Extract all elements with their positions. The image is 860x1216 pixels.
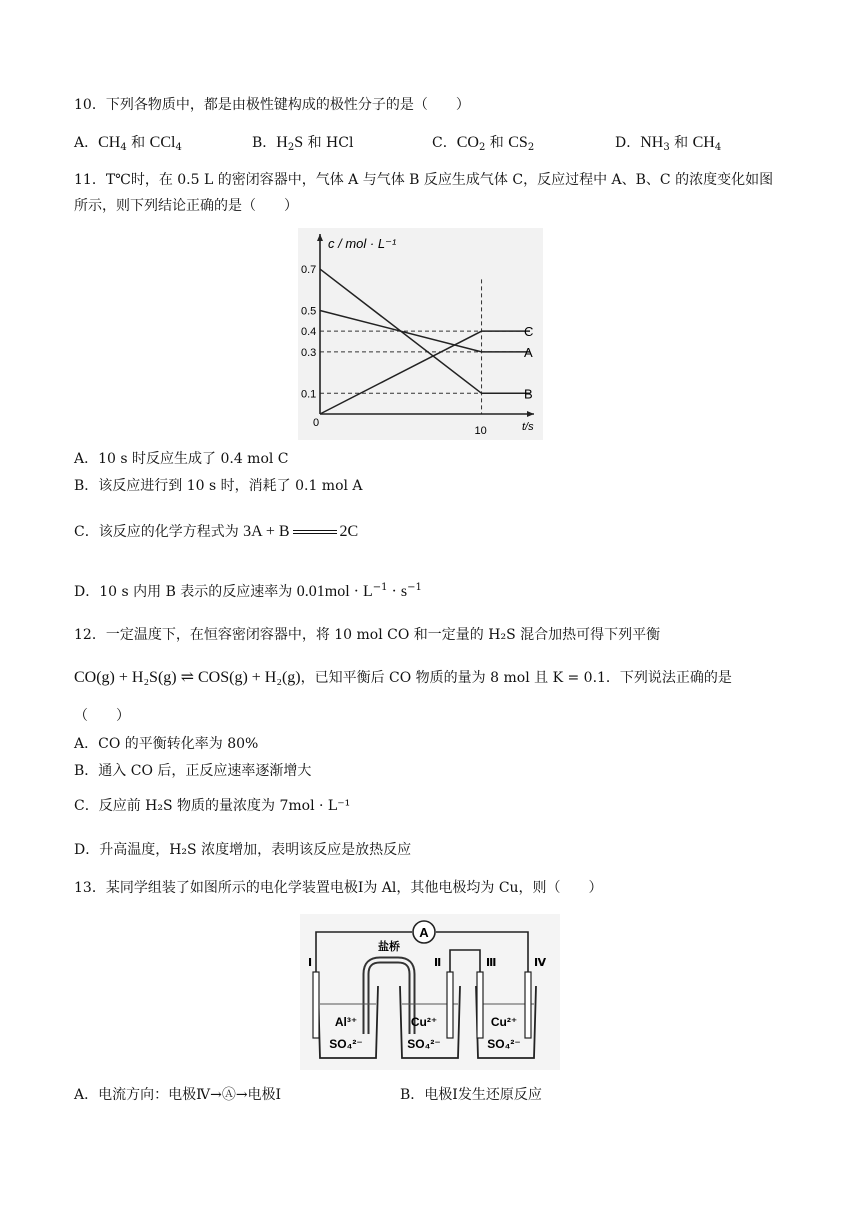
connector: 和	[126, 135, 150, 151]
option-c-text: C．该反应的化学方程式为	[74, 524, 244, 540]
electrode-2	[447, 972, 453, 1038]
formula: CH	[692, 134, 715, 151]
q10-stem: 10．下列各物质中，都是由极性键构成的极性分子的是（ ）	[74, 97, 470, 113]
formula: CO	[456, 134, 479, 151]
q11-stem-line1: 11．T℃时，在 0.5 L 的密闭容器中，气体 A 与气体 B 反应生成气体 C，反应过程中 A、B、C 的浓度变化如图	[74, 172, 774, 188]
subscript: 4	[120, 142, 127, 153]
q13-option-b: B．电极Ⅰ发生还原反应	[400, 1087, 542, 1103]
y-tick-label: 0.5	[301, 305, 317, 318]
beaker-1-anion: SO₄²⁻	[329, 1037, 363, 1051]
exponent: −1	[407, 582, 422, 593]
electrode-4	[525, 972, 531, 1038]
salt-bridge-label: 盐桥	[378, 941, 400, 953]
beaker-3-anion: SO₄²⁻	[487, 1037, 521, 1051]
q12-equation-line	[74, 668, 732, 688]
series-label-c: C	[524, 324, 534, 340]
formula: CH	[98, 134, 121, 151]
y-tick-label: 0.1	[301, 388, 317, 401]
q13-stem: 13．某同学组装了如图所示的电化学装置电极Ⅰ为 Al，其他电极均为 Cu，则（ ）	[74, 880, 603, 896]
equation-right: 2C	[339, 523, 359, 540]
y-tick-label: 0.3	[301, 346, 317, 359]
electrode-3-label: Ⅲ	[486, 957, 497, 969]
equals-sign	[293, 530, 337, 534]
x-tick-label: 0	[313, 417, 320, 429]
electrode-3	[477, 972, 483, 1038]
y-tick-label: 0.7	[301, 264, 317, 277]
beaker-3-cation: Cu²⁺	[490, 1015, 518, 1029]
exponent: −1	[372, 582, 388, 593]
subscript: 4	[714, 142, 722, 153]
electrochemical-apparatus	[300, 914, 560, 1070]
formula: S	[294, 134, 304, 151]
q12-option-c: C．反应前 H₂S 物质的量浓度为 7mol · L⁻¹	[74, 798, 351, 814]
unit: · s	[387, 583, 408, 600]
q10-option-c	[432, 133, 534, 153]
electrode-1-label: Ⅰ	[308, 957, 313, 969]
subscript: 3	[663, 142, 670, 153]
subscript: 2	[287, 142, 295, 153]
formula: NH	[640, 134, 664, 151]
option-c-label: C．	[432, 135, 457, 151]
q11-stem-line2: 所示，则下列结论正确的是（ ）	[74, 198, 298, 214]
chart-background	[298, 228, 543, 440]
q10-option-d	[615, 133, 721, 153]
subscript: 2	[478, 142, 486, 153]
connector: 和	[669, 135, 693, 151]
q12-stem: 12．一定温度下，在恒容密闭容器中，将 10 mol CO 和一定量的 H₂S 混合加热可得下列平衡	[74, 627, 661, 643]
option-d-label: D．	[615, 135, 641, 151]
q12-condition: ，已知平衡后 CO 物质的量为 8 mol 且 K = 0.1．下列说法正确的是	[300, 670, 732, 686]
y-tick-label: 0.4	[301, 326, 317, 339]
equation-left: 3A + B	[243, 523, 290, 540]
q12-option-d: D．升高温度，H₂S 浓度增加，表明该反应是放热反应	[74, 842, 412, 858]
y-axis-label: c / mol · L⁻¹	[328, 236, 397, 251]
option-b-label: B．	[252, 135, 277, 151]
q11-option-a: A．10 s 时反应生成了 0.4 mol C	[74, 451, 289, 467]
beaker-2-cation: Cu²⁺	[410, 1015, 438, 1029]
q12-paren: （ ）	[74, 708, 130, 724]
electrode-1	[313, 972, 319, 1038]
formula: CS	[508, 134, 528, 151]
x-tick-label: 10	[474, 425, 487, 437]
beaker-2-anion: SO₄²⁻	[407, 1037, 441, 1051]
subscript: 4	[175, 142, 182, 153]
connector: 和	[485, 135, 509, 151]
q10-option-b	[252, 133, 353, 153]
q11-option-d	[74, 582, 422, 602]
option-d-text: D．10 s 内用 B 表示的反应速率为	[74, 584, 297, 600]
subscript: 2	[527, 142, 535, 153]
q10-option-a	[74, 133, 182, 153]
connector: 和 HCl	[303, 135, 354, 151]
ammeter-label: A	[419, 925, 429, 940]
formula: CCl	[149, 134, 176, 151]
concentration-chart	[298, 228, 543, 440]
electrode-2-label: Ⅱ	[434, 957, 442, 969]
rate-value: 0.01mol · L	[296, 583, 373, 600]
series-label-a: A	[524, 344, 533, 360]
q11-option-c	[74, 522, 358, 542]
q12-option-b: B．通入 CO 后，正反应速率逐渐增大	[74, 763, 312, 779]
q11-option-b: B．该反应进行到 10 s 时，消耗了 0.1 mol A	[74, 478, 363, 494]
x-axis-label: t/s	[522, 421, 534, 433]
q13-option-a: A．电流方向：电极Ⅳ→Ⓐ→电极Ⅰ	[74, 1087, 282, 1103]
electrode-4-label: Ⅳ	[534, 957, 547, 969]
q12-option-a: A．CO 的平衡转化率为 80%	[74, 736, 259, 752]
beaker-1-cation: Al³⁺	[334, 1015, 358, 1029]
formula: H	[276, 134, 288, 151]
series-label-b: B	[524, 386, 533, 402]
option-a-label: A．	[74, 135, 99, 151]
equilibrium-equation: CO(g) + H₂S(g) ⇌ COS(g) + H₂(g)	[74, 669, 301, 686]
